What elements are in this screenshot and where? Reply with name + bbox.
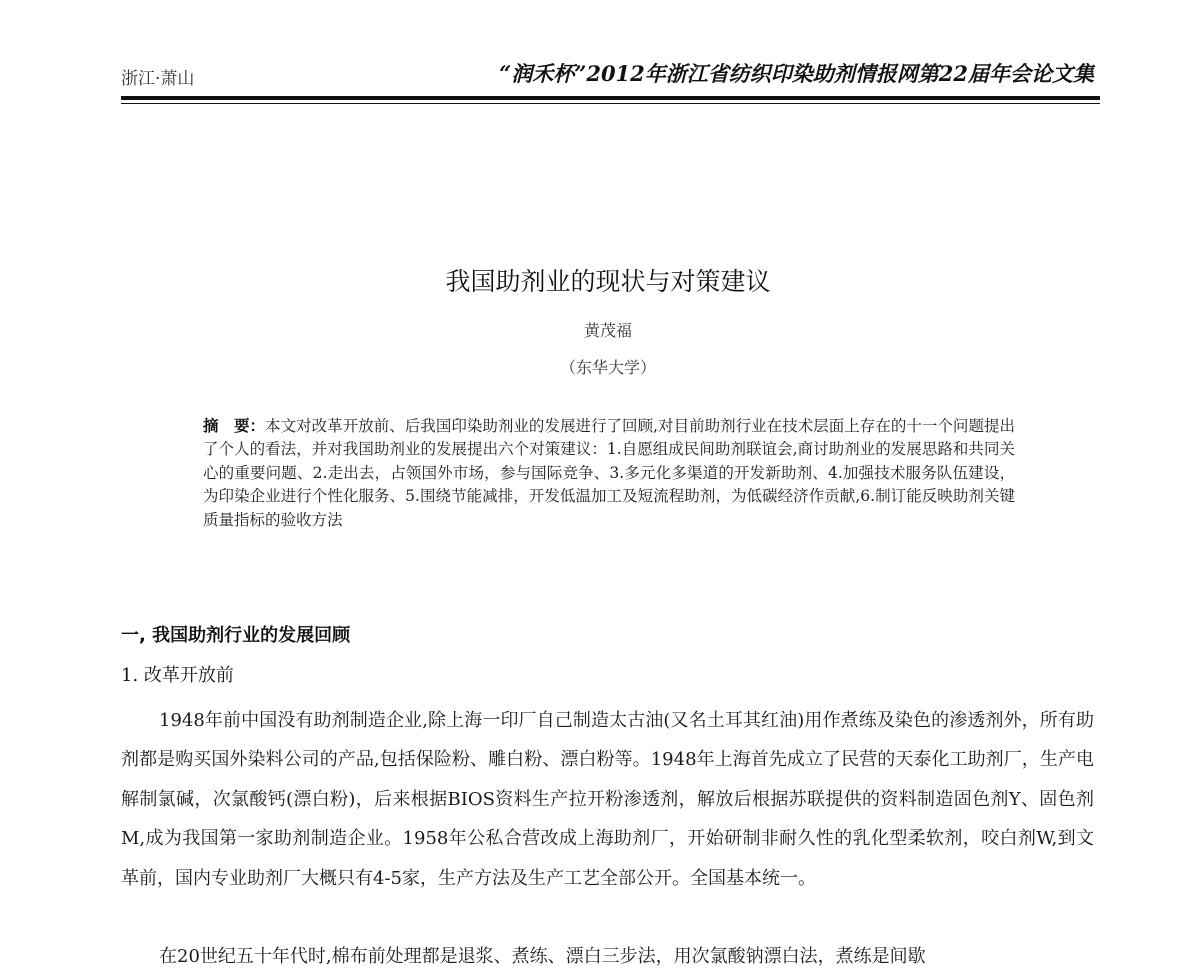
- abstract-text: 本文对改革开放前、后我国印染助剂业的发展进行了回顾,对目前助剂行业在技术层面上存在的十一个问题提出了个人的看法，并对我国助剂业的发展提出六个对策建议：1.自愿组成民间助剂联谊会,商讨助剂业的发展思路和共同关心的重要问题、2.走出去，占领国外市场，参与国际竞争、3.多元化多渠道的开发新助剂、4.加强技术服务队伍建设，为印染企业进行个性化服务、5.围绕节能减排，开发低温加工及短流程助剂，为低碳经济作贡献,6.制订能反映助剂关键质量指标的验收方法: [203, 417, 1015, 529]
- abstract-label: 摘 要：: [203, 416, 266, 435]
- abstract: [203, 414, 1015, 532]
- section-heading: 一, 我国助剂行业的发展回顾: [121, 625, 351, 646]
- body-paragraph-continued: 在20世纪五十年代时,棉布前处理都是退浆、煮练、漂白三步法，用次氯酸钠漂白法，煮练是间歇: [159, 946, 926, 967]
- running-header-location: 浙江·萧山: [121, 69, 195, 89]
- subsection-heading: 1. 改革开放前: [121, 665, 234, 686]
- paper-author: 黄茂福: [583, 321, 632, 340]
- header-rule-thick: [121, 96, 1100, 100]
- header-rule-thin: [121, 103, 1100, 104]
- body-paragraph: 1948年前中国没有助剂制造企业,除上海一印厂自己制造太古油(又名土耳其红油)用作煮练及染色的渗透剂外，所有助剂都是购买国外染料公司的产品,包括保险粉、雕白粉、漂白粉等。1948年上海首先成立了民营的天泰化工助剂厂，生产电解制氯碱，次氯酸钙(漂白粉)，后来根据BIOS资料生产拉开粉渗透剂，解放后根据苏联提供的资料制造固色剂Y、固色剂M,成为我国第一家助剂制造企业。1958年公私合营改成上海助剂厂，开始研制非耐久性的乳化型柔软剂，咬白剂W,到文革前，国内专业助剂厂大概只有4-5家，生产方法及生产工艺全部公开。全国基本统一。: [121, 710, 1094, 889]
- paper-title: 我国助剂业的现状与对策建议: [445, 267, 771, 296]
- running-header-proceedings-title: “润禾杯”2012年浙江省纺织印染助剂情报网第22届年会论文集: [499, 61, 1094, 86]
- paper-affiliation: （东华大学）: [559, 358, 656, 377]
